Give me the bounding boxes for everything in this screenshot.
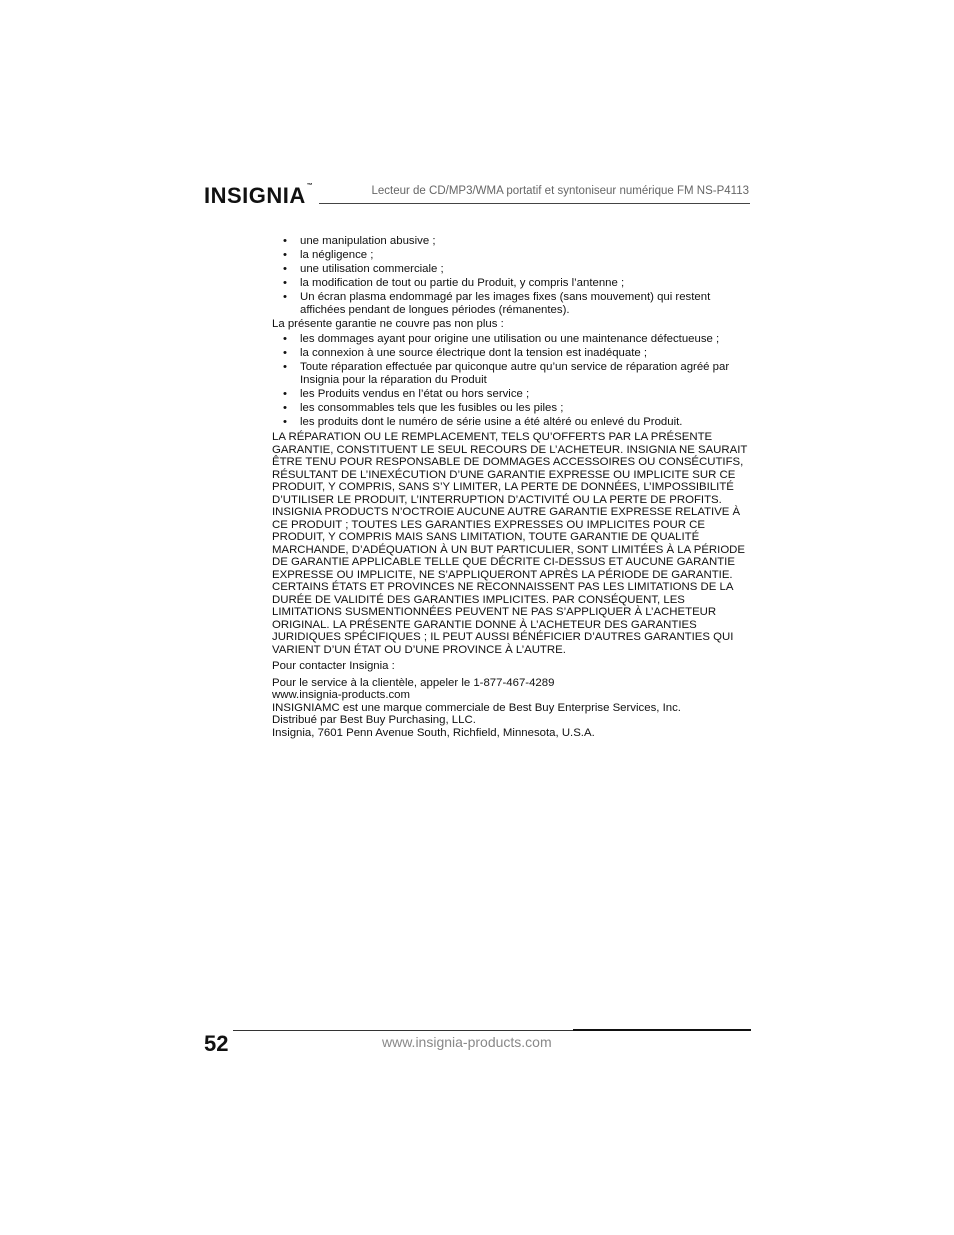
logo-trademark: ™ xyxy=(306,183,314,189)
contact-heading: Pour contacter Insignia : xyxy=(272,660,395,672)
page-number: 52 xyxy=(204,1031,229,1056)
footer-url: www.insignia-products.com xyxy=(382,1034,552,1050)
list-item: • les Produits vendus en l’état ou hors service ; xyxy=(272,388,748,401)
header-title: Lecteur de CD/MP3/WMA portatif et syntoniseur numérique FM NS-P4113 xyxy=(371,185,749,197)
list-item: • Un écran plasma endommagé par les images fixes (sans mouvement) qui restent affichées pendant de longues périodes (rémanentes). xyxy=(272,291,748,316)
list-item: • les dommages ayant pour origine une utilisation ou une maintenance défectueuse ; xyxy=(272,333,748,346)
intro-paragraph: La présente garantie ne couvre pas non plus : xyxy=(272,317,504,330)
footer-rule-accent xyxy=(573,1029,751,1031)
insignia-logo xyxy=(204,183,313,209)
list-item: • les consommables tels que les fusibles ou les piles ; xyxy=(272,402,748,415)
list-item: • la négligence ; xyxy=(272,249,748,262)
logo-text: INSIGNIA xyxy=(204,183,306,208)
contact-line: Pour le service à la clientèle, appeler le 1-877-467-4289 xyxy=(272,676,555,689)
list-item: • Toute réparation effectuée par quiconque autre qu’un service de réparation agréé par Insignia pour la réparation du Produit xyxy=(272,361,748,386)
header-rule xyxy=(319,203,750,204)
contact-line: www.insignia-products.com xyxy=(272,689,411,701)
page-content xyxy=(272,235,748,739)
contact-line: Insignia, 7601 Penn Avenue South, Richfield, Minnesota, U.S.A. xyxy=(272,726,595,739)
contact-line: Distribué par Best Buy Purchasing, LLC. xyxy=(272,714,476,726)
exclusion-list-1 xyxy=(272,235,748,316)
list-item: • les produits dont le numéro de série usine a été altéré ou enlevé du Produit. xyxy=(272,416,748,429)
exclusion-list-2 xyxy=(272,333,748,428)
warranty-disclaimer: LA RÉPARATION OU LE REMPLACEMENT, TELS QU’OFFERTS PAR LA PRÉSENTE GARANTIE, CONSTITUENT LE SEUL RECOURS DE L’ACHETEUR. INSIGNIA NE SAURAIT ÊTRE TENU POUR RESPONSABLE DE DOMMAGES ACCESSOIRES OU CONSÉCUTIFS, RÉSULTANT DE L’INEXÉCUTION D’UNE GARANTIE EXPRESSE OU IMPLICITE SUR CE PRODUIT, Y COMPRIS, SANS S’Y LIMITER, LA PERTE DE DONNÉES, L’IMPOSSIBILITÉ D’UTILISER LE PRODUIT, L’INTERRUPTION D’ACTIVITÉ OU LA PERTE DE PROFITS. INSIGNIA PRODUCTS N’OCTROIE AUCUNE AUTRE GARANTIE EXPRESSE RELATIVE À CE PRODUIT ; TOUTES LES GARANTIES EXPRESSES OU IMPLICITES POUR CE PRODUIT, Y COMPRIS MAIS SANS LIMITATION, TOUTE GARANTIE DE QUALITÉ MARCHANDE, D’ADÉQUATION À UN BUT PARTICULIER, SONT LIMITÉES À LA PÉRIODE DE GARANTIE APPLICABLE TELLE QUE DÉCRITE CI-DESSUS ET AUCUNE GARANTIE EXPRESSE OU IMPLICITE, NE S’APPLIQUERONT APRÈS LA PÉRIODE DE GARANTIE. CERTAINS ÉTATS ET PROVINCES NE RECONNAISSENT PAS LES LIMITATIONS DE LA DURÉE DE VALIDITÉ DES GARANTIES IMPLICITES. PAR CONSÉQUENT, LES LIMITATIONS SUSMENTIONNÉES PEUVENT NE PAS S’APPLIQUER À L’ACHETEUR ORIGINAL. LA PRÉSENTE GARANTIE DONNE À L’ACHETEUR DES GARANTIES JURIDIQUES SPÉCIFIQUES ; IL PEUT AUSSI BÉNÉFICIER D’AUTRES GARANTIES QUI VARIENT D’UN ÉTAT OU D’UNE PROVINCE À L’AUTRE. xyxy=(272,431,748,656)
list-item: • une manipulation abusive ; xyxy=(272,235,748,248)
contact-line: INSIGNIAMC est une marque commerciale de Best Buy Enterprise Services, Inc. xyxy=(272,701,681,714)
list-item: • une utilisation commerciale ; xyxy=(272,263,748,276)
list-item: • la connexion à une source électrique dont la tension est inadéquate ; xyxy=(272,347,748,360)
list-item: • la modification de tout ou partie du Produit, y compris l’antenne ; xyxy=(272,277,748,290)
